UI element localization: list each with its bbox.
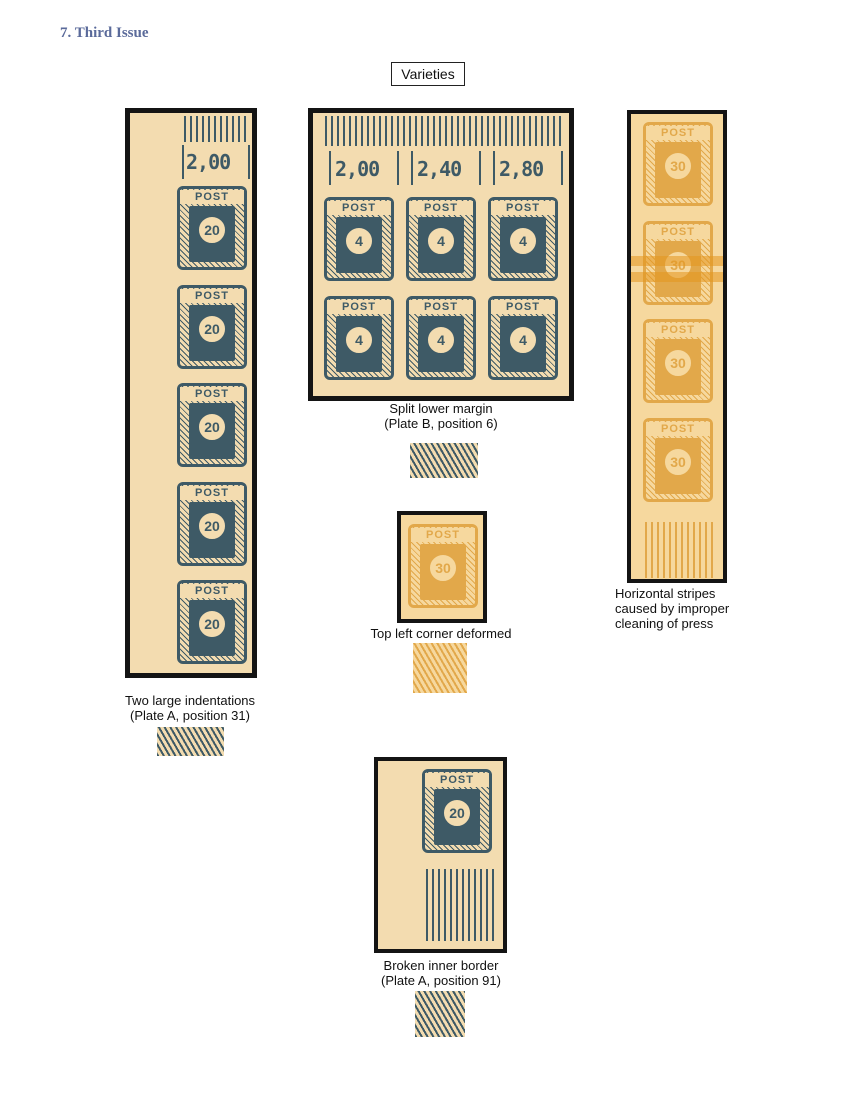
stamp-value: 4 [344, 325, 374, 355]
orange-strip-caption [615, 586, 775, 631]
stamp-post-label: POST [646, 323, 710, 337]
orange-strip-caption-line: Horizontal stripes [615, 586, 716, 601]
stamp-post-label: POST [411, 528, 475, 542]
stamp-post-label: POST [491, 300, 555, 314]
stamp [177, 383, 247, 467]
single-stamp-caption-line: Top left corner deformed [370, 626, 512, 641]
corner-block-margin-value: 2,00 [335, 157, 380, 181]
stamp [177, 580, 247, 664]
stamp [177, 482, 247, 566]
single-stamp-caption [350, 626, 532, 641]
vertical-strip-caption-line: (Plate A, position 31) [130, 708, 250, 723]
vertical-strip-mount [125, 108, 257, 678]
corner-block-mount [308, 108, 574, 401]
stamp [643, 418, 713, 502]
vertical-strip-margin-lines [180, 116, 250, 142]
stamp-value: 30 [663, 348, 693, 378]
corner-block-caption-line: Split lower margin [389, 401, 493, 416]
stamp-post-label: POST [180, 486, 244, 500]
vertical-strip-caption-line: Two large indentations [124, 693, 256, 708]
corner-block-caption [356, 401, 526, 431]
orange-strip-horizontal-stripe [631, 272, 723, 282]
corner-block-margin-value: 2,80 [499, 157, 544, 181]
corner-single-caption [350, 958, 532, 988]
stamp-post-label: POST [409, 201, 473, 215]
stamp-post-label: POST [180, 289, 244, 303]
stamp [488, 197, 558, 281]
orange-strip-paper [631, 114, 723, 579]
corner-single-caption-line: (Plate A, position 91) [381, 973, 501, 988]
stamp-value: 4 [508, 325, 538, 355]
stamp-post-label: POST [180, 190, 244, 204]
stamp [643, 319, 713, 403]
stamp-value: 20 [442, 798, 472, 828]
stamp-post-label: POST [646, 422, 710, 436]
stamp-post-label: POST [327, 300, 391, 314]
stamp-value: 4 [508, 226, 538, 256]
corner-block-detail-image [410, 443, 478, 478]
corner-block-caption-line: (Plate B, position 6) [384, 416, 498, 431]
vertical-strip-caption [105, 693, 275, 723]
stamp [408, 524, 478, 608]
stamp-value: 20 [197, 609, 227, 639]
orange-strip-horizontal-stripe [631, 256, 723, 266]
corner-block-margin-value: 2,40 [417, 157, 462, 181]
stamp-value: 4 [426, 226, 456, 256]
stamp [324, 296, 394, 380]
orange-strip-caption-line: cleaning of press [615, 616, 714, 631]
vertical-strip-margin-value: 2,00 [186, 150, 231, 174]
stamp [177, 285, 247, 369]
stamp-value: 20 [197, 314, 227, 344]
stamp-post-label: POST [646, 225, 710, 239]
stamp-post-label: POST [646, 126, 710, 140]
stamp-post-label: POST [409, 300, 473, 314]
stamp [422, 769, 492, 853]
stamp-post-label: POST [491, 201, 555, 215]
corner-single-detail-image [415, 991, 465, 1037]
stamp-post-label: POST [327, 201, 391, 215]
corner-block-paper [313, 113, 569, 396]
stamp [488, 296, 558, 380]
vertical-strip-paper [130, 113, 252, 673]
stamp-post-label: POST [425, 773, 489, 787]
orange-strip-caption-line: caused by improper [615, 601, 730, 616]
stamp-value: 30 [428, 553, 458, 583]
corner-single-margin-lines [422, 869, 494, 941]
single-stamp-detail-image [413, 643, 467, 693]
stamp-value: 4 [344, 226, 374, 256]
stamp-value: 20 [197, 215, 227, 245]
stamp-value: 20 [197, 511, 227, 541]
page-heading: 7. Third Issue [60, 25, 149, 41]
corner-single-mount [374, 757, 507, 953]
stamp [406, 197, 476, 281]
stamp [643, 122, 713, 206]
orange-strip-margin-lines [641, 522, 713, 578]
stamp [177, 186, 247, 270]
single-stamp-paper [401, 515, 483, 619]
single-stamp-mount [397, 511, 487, 623]
corner-block-margin-lines [321, 116, 561, 146]
corner-single-paper [378, 761, 503, 949]
stamp-value: 30 [663, 151, 693, 181]
varieties-title: Varieties [391, 62, 465, 86]
vertical-strip-detail-image [157, 727, 224, 756]
stamp-value: 30 [663, 447, 693, 477]
stamp [324, 197, 394, 281]
stamp-value: 20 [197, 412, 227, 442]
orange-strip-mount [627, 110, 727, 583]
stamp [406, 296, 476, 380]
stamp-post-label: POST [180, 584, 244, 598]
stamp-post-label: POST [180, 387, 244, 401]
stamp-value: 4 [426, 325, 456, 355]
corner-single-caption-line: Broken inner border [383, 958, 499, 973]
